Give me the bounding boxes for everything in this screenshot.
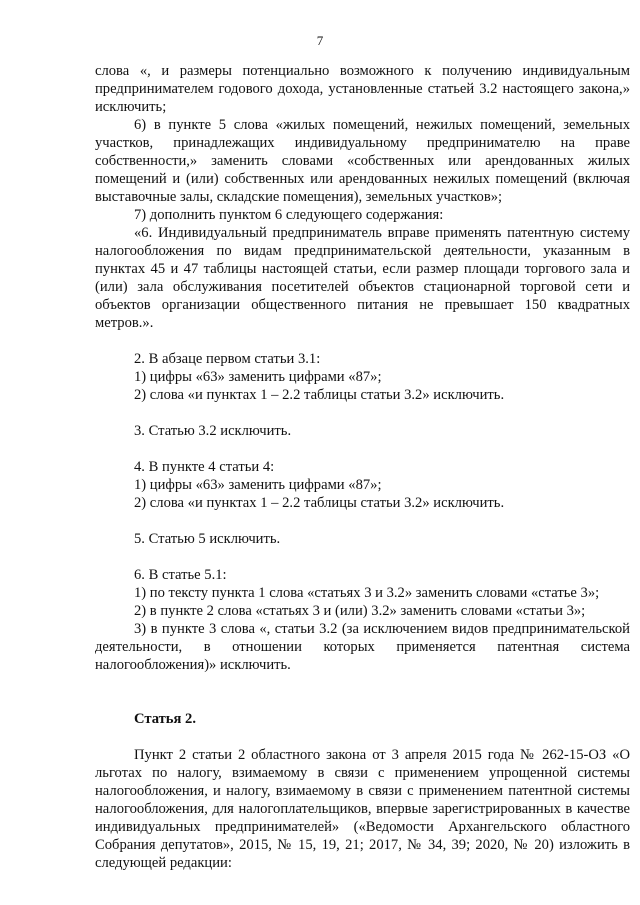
paragraph: «6. Индивидуальный предприниматель вправе применять патентную систему налогообложения по видам предпринимательской деятельности, указанным в пунктах 45 и 47 таблицы настоящей статьи, если размер площади торгового зала и (или) зала обслуживания посетителей объектов стационарной торговой сети и объектов организации общественного питания не превышает 150 квадратных метров.». <box>95 225 630 331</box>
paragraph: 3) в пункте 3 слова «, статьи 3.2 (за исключением видов предпринимательской деятельности, в отношении которых применяется патентная система налогообложения)» исключить. <box>95 621 630 673</box>
paragraph: 2. В абзаце первом статьи 3.1: <box>134 351 321 367</box>
paragraph: 6) в пункте 5 слова «жилых помещений, нежилых помещений, земельных участков, принадлежащих индивидуальному предпринимателю на праве собственности,» заменить словами «собственных или арендованных жилых помещений и (или) собственных или арендованных нежилых помещений (включая выставочные залы, складские помещения), земельных участков»; <box>95 117 630 205</box>
paragraph: Пункт 2 статьи 2 областного закона от 3 апреля 2015 года № 262-15-ОЗ «О льготах по налогу, взимаемому в связи с применением упрощенной системы налогообложения, и налогу, взимаемому в связи с применением патентной системы налогообложения, для налогоплательщиков, впервые зарегистрированных в качестве индивидуальных предпринимателей» («Ведомости Архангельского областного Собрания депутатов», 2015, № 15, 19, 21; 2017, № 34, 39; 2020, № 20) изложить в следующей редакции: <box>95 747 630 871</box>
paragraph: 7) дополнить пунктом 6 следующего содержания: <box>134 207 444 223</box>
paragraph: 1) цифры «63» заменить цифрами «87»; <box>134 477 382 493</box>
page-number: 7 <box>316 33 324 48</box>
paragraph: 3. Статью 3.2 исключить. <box>134 423 292 439</box>
paragraph: 4. В пункте 4 статьи 4: <box>134 459 275 475</box>
article-heading: Статья 2. <box>134 711 196 727</box>
paragraph: 2) слова «и пунктах 1 – 2.2 таблицы статьи 3.2» исключить. <box>134 495 505 511</box>
paragraph: 5. Статью 5 исключить. <box>134 531 281 547</box>
paragraph: 1) по тексту пункта 1 слова «статьях 3 и 3.2» заменить словами «статье 3»; <box>134 585 600 601</box>
paragraph: слова «, и размеры потенциально возможного к получению индивидуальным предпринимателем годового дохода, установленные статьей 3.2 настоящего закона,» исключить; <box>95 63 630 115</box>
paragraph: 2) слова «и пунктах 1 – 2.2 таблицы статьи 3.2» исключить. <box>134 387 505 403</box>
document-body <box>95 62 630 872</box>
paragraph: 6. В статье 5.1: <box>134 567 227 583</box>
paragraph: 2) в пункте 2 слова «статьях 3 и (или) 3.2» заменить словами «статьи 3»; <box>134 603 586 619</box>
paragraph: 1) цифры «63» заменить цифрами «87»; <box>134 369 382 385</box>
